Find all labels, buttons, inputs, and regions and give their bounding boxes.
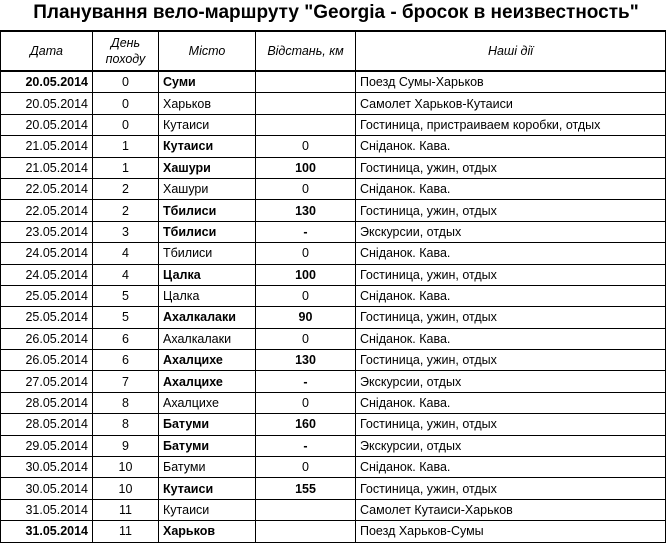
cell-date: 29.05.2014 xyxy=(1,435,93,456)
table-row xyxy=(1,285,666,306)
column-header-date: Дата xyxy=(1,31,93,71)
table-row xyxy=(1,136,666,157)
cell-city: Батуми xyxy=(159,414,256,435)
cell-date: 27.05.2014 xyxy=(1,371,93,392)
table-row xyxy=(1,114,666,135)
cell-day: 2 xyxy=(93,178,159,199)
route-plan-table xyxy=(0,30,666,543)
table-row xyxy=(1,93,666,114)
cell-day: 10 xyxy=(93,478,159,499)
cell-day: 1 xyxy=(93,136,159,157)
cell-actions: Сніданок. Кава. xyxy=(356,392,666,413)
cell-distance: 90 xyxy=(256,307,356,328)
cell-day: 0 xyxy=(93,93,159,114)
cell-city: Ахалкалаки xyxy=(159,328,256,349)
cell-actions: Поезд Харьков-Сумы xyxy=(356,521,666,542)
cell-city: Тбилиси xyxy=(159,200,256,221)
cell-actions: Гостиница, ужин, отдых xyxy=(356,414,666,435)
cell-date: 24.05.2014 xyxy=(1,264,93,285)
cell-day: 6 xyxy=(93,328,159,349)
cell-distance: 160 xyxy=(256,414,356,435)
cell-actions: Сніданок. Кава. xyxy=(356,457,666,478)
cell-distance xyxy=(256,114,356,135)
cell-actions: Гостиница, ужин, отдых xyxy=(356,350,666,371)
cell-actions: Самолет Харьков-Кутаиси xyxy=(356,93,666,114)
cell-distance: 0 xyxy=(256,457,356,478)
cell-distance: 0 xyxy=(256,328,356,349)
table-row xyxy=(1,71,666,93)
cell-actions: Сніданок. Кава. xyxy=(356,243,666,264)
cell-day: 0 xyxy=(93,71,159,93)
table-row xyxy=(1,478,666,499)
cell-actions: Гостиница, ужин, отдых xyxy=(356,264,666,285)
cell-day: 11 xyxy=(93,499,159,520)
cell-city: Кутаиси xyxy=(159,478,256,499)
cell-date: 26.05.2014 xyxy=(1,350,93,371)
table-row xyxy=(1,328,666,349)
cell-day: 2 xyxy=(93,200,159,221)
cell-actions: Гостиница, ужин, отдых xyxy=(356,200,666,221)
cell-distance: 0 xyxy=(256,243,356,264)
cell-city: Харьков xyxy=(159,521,256,542)
cell-date: 28.05.2014 xyxy=(1,414,93,435)
table-header-row xyxy=(1,31,666,71)
cell-day: 3 xyxy=(93,221,159,242)
page-title: Планування вело-маршруту "Georgia - бросок в неизвестность" xyxy=(33,2,639,23)
table-row xyxy=(1,435,666,456)
cell-day: 11 xyxy=(93,521,159,542)
column-header-day: День походу xyxy=(93,31,159,71)
table-row xyxy=(1,243,666,264)
cell-date: 20.05.2014 xyxy=(1,93,93,114)
cell-city: Батуми xyxy=(159,457,256,478)
cell-day: 6 xyxy=(93,350,159,371)
cell-day: 1 xyxy=(93,157,159,178)
cell-day: 7 xyxy=(93,371,159,392)
cell-distance: 130 xyxy=(256,200,356,221)
cell-city: Ахалцихе xyxy=(159,392,256,413)
cell-actions: Самолет Кутаиси-Харьков xyxy=(356,499,666,520)
cell-distance xyxy=(256,71,356,93)
cell-distance: 100 xyxy=(256,157,356,178)
cell-city: Кутаиси xyxy=(159,136,256,157)
cell-actions: Экскурсии, отдых xyxy=(356,435,666,456)
cell-city: Хашури xyxy=(159,157,256,178)
cell-date: 23.05.2014 xyxy=(1,221,93,242)
cell-actions: Гостиница, ужин, отдых xyxy=(356,307,666,328)
cell-day: 4 xyxy=(93,264,159,285)
cell-date: 22.05.2014 xyxy=(1,178,93,199)
cell-day: 8 xyxy=(93,392,159,413)
cell-date: 22.05.2014 xyxy=(1,200,93,221)
cell-city: Цалка xyxy=(159,285,256,306)
cell-city: Батуми xyxy=(159,435,256,456)
cell-date: 30.05.2014 xyxy=(1,478,93,499)
cell-date: 25.05.2014 xyxy=(1,307,93,328)
cell-distance xyxy=(256,499,356,520)
table-row xyxy=(1,499,666,520)
cell-city: Цалка xyxy=(159,264,256,285)
cell-city: Ахалцихе xyxy=(159,371,256,392)
table-row xyxy=(1,221,666,242)
cell-date: 24.05.2014 xyxy=(1,243,93,264)
cell-date: 30.05.2014 xyxy=(1,457,93,478)
table-row xyxy=(1,307,666,328)
column-header-distance: Відстань, км xyxy=(256,31,356,71)
cell-city: Тбилиси xyxy=(159,221,256,242)
cell-city: Харьков xyxy=(159,93,256,114)
cell-date: 31.05.2014 xyxy=(1,499,93,520)
cell-date: 25.05.2014 xyxy=(1,285,93,306)
cell-actions: Сніданок. Кава. xyxy=(356,178,666,199)
table-row xyxy=(1,414,666,435)
cell-date: 21.05.2014 xyxy=(1,157,93,178)
cell-date: 31.05.2014 xyxy=(1,521,93,542)
column-header-city: Місто xyxy=(159,31,256,71)
cell-distance: 130 xyxy=(256,350,356,371)
cell-day: 9 xyxy=(93,435,159,456)
cell-distance: 0 xyxy=(256,285,356,306)
cell-date: 21.05.2014 xyxy=(1,136,93,157)
table-row xyxy=(1,200,666,221)
cell-distance: - xyxy=(256,371,356,392)
cell-distance: - xyxy=(256,435,356,456)
cell-distance: 0 xyxy=(256,392,356,413)
cell-day: 5 xyxy=(93,285,159,306)
table-row xyxy=(1,178,666,199)
cell-city: Ахалцихе xyxy=(159,350,256,371)
cell-day: 5 xyxy=(93,307,159,328)
cell-day: 0 xyxy=(93,114,159,135)
cell-actions: Поезд Сумы-Харьков xyxy=(356,71,666,93)
cell-city: Кутаиси xyxy=(159,114,256,135)
table-row xyxy=(1,457,666,478)
cell-date: 20.05.2014 xyxy=(1,71,93,93)
cell-city: Ахалкалаки xyxy=(159,307,256,328)
column-header-actions: Наші дії xyxy=(356,31,666,71)
cell-actions: Экскурсии, отдых xyxy=(356,221,666,242)
cell-distance: 0 xyxy=(256,136,356,157)
table-row xyxy=(1,392,666,413)
table-row xyxy=(1,521,666,542)
cell-actions: Экскурсии, отдых xyxy=(356,371,666,392)
cell-day: 8 xyxy=(93,414,159,435)
cell-city: Суми xyxy=(159,71,256,93)
cell-distance xyxy=(256,93,356,114)
cell-actions: Сніданок. Кава. xyxy=(356,285,666,306)
cell-date: 28.05.2014 xyxy=(1,392,93,413)
cell-day: 4 xyxy=(93,243,159,264)
cell-actions: Гостиница, ужин, отдых xyxy=(356,478,666,499)
table-row xyxy=(1,264,666,285)
cell-distance: - xyxy=(256,221,356,242)
table-row xyxy=(1,350,666,371)
cell-actions: Гостиница, пристраиваем коробки, отдых xyxy=(356,114,666,135)
cell-city: Кутаиси xyxy=(159,499,256,520)
cell-distance: 155 xyxy=(256,478,356,499)
cell-distance: 100 xyxy=(256,264,356,285)
cell-date: 26.05.2014 xyxy=(1,328,93,349)
cell-distance xyxy=(256,521,356,542)
cell-city: Тбилиси xyxy=(159,243,256,264)
cell-day: 10 xyxy=(93,457,159,478)
table-row xyxy=(1,157,666,178)
cell-date: 20.05.2014 xyxy=(1,114,93,135)
table-row xyxy=(1,371,666,392)
table-body xyxy=(1,71,666,542)
cell-actions: Сніданок. Кава. xyxy=(356,136,666,157)
cell-distance: 0 xyxy=(256,178,356,199)
cell-actions: Гостиница, ужин, отдых xyxy=(356,157,666,178)
cell-city: Хашури xyxy=(159,178,256,199)
cell-actions: Сніданок. Кава. xyxy=(356,328,666,349)
